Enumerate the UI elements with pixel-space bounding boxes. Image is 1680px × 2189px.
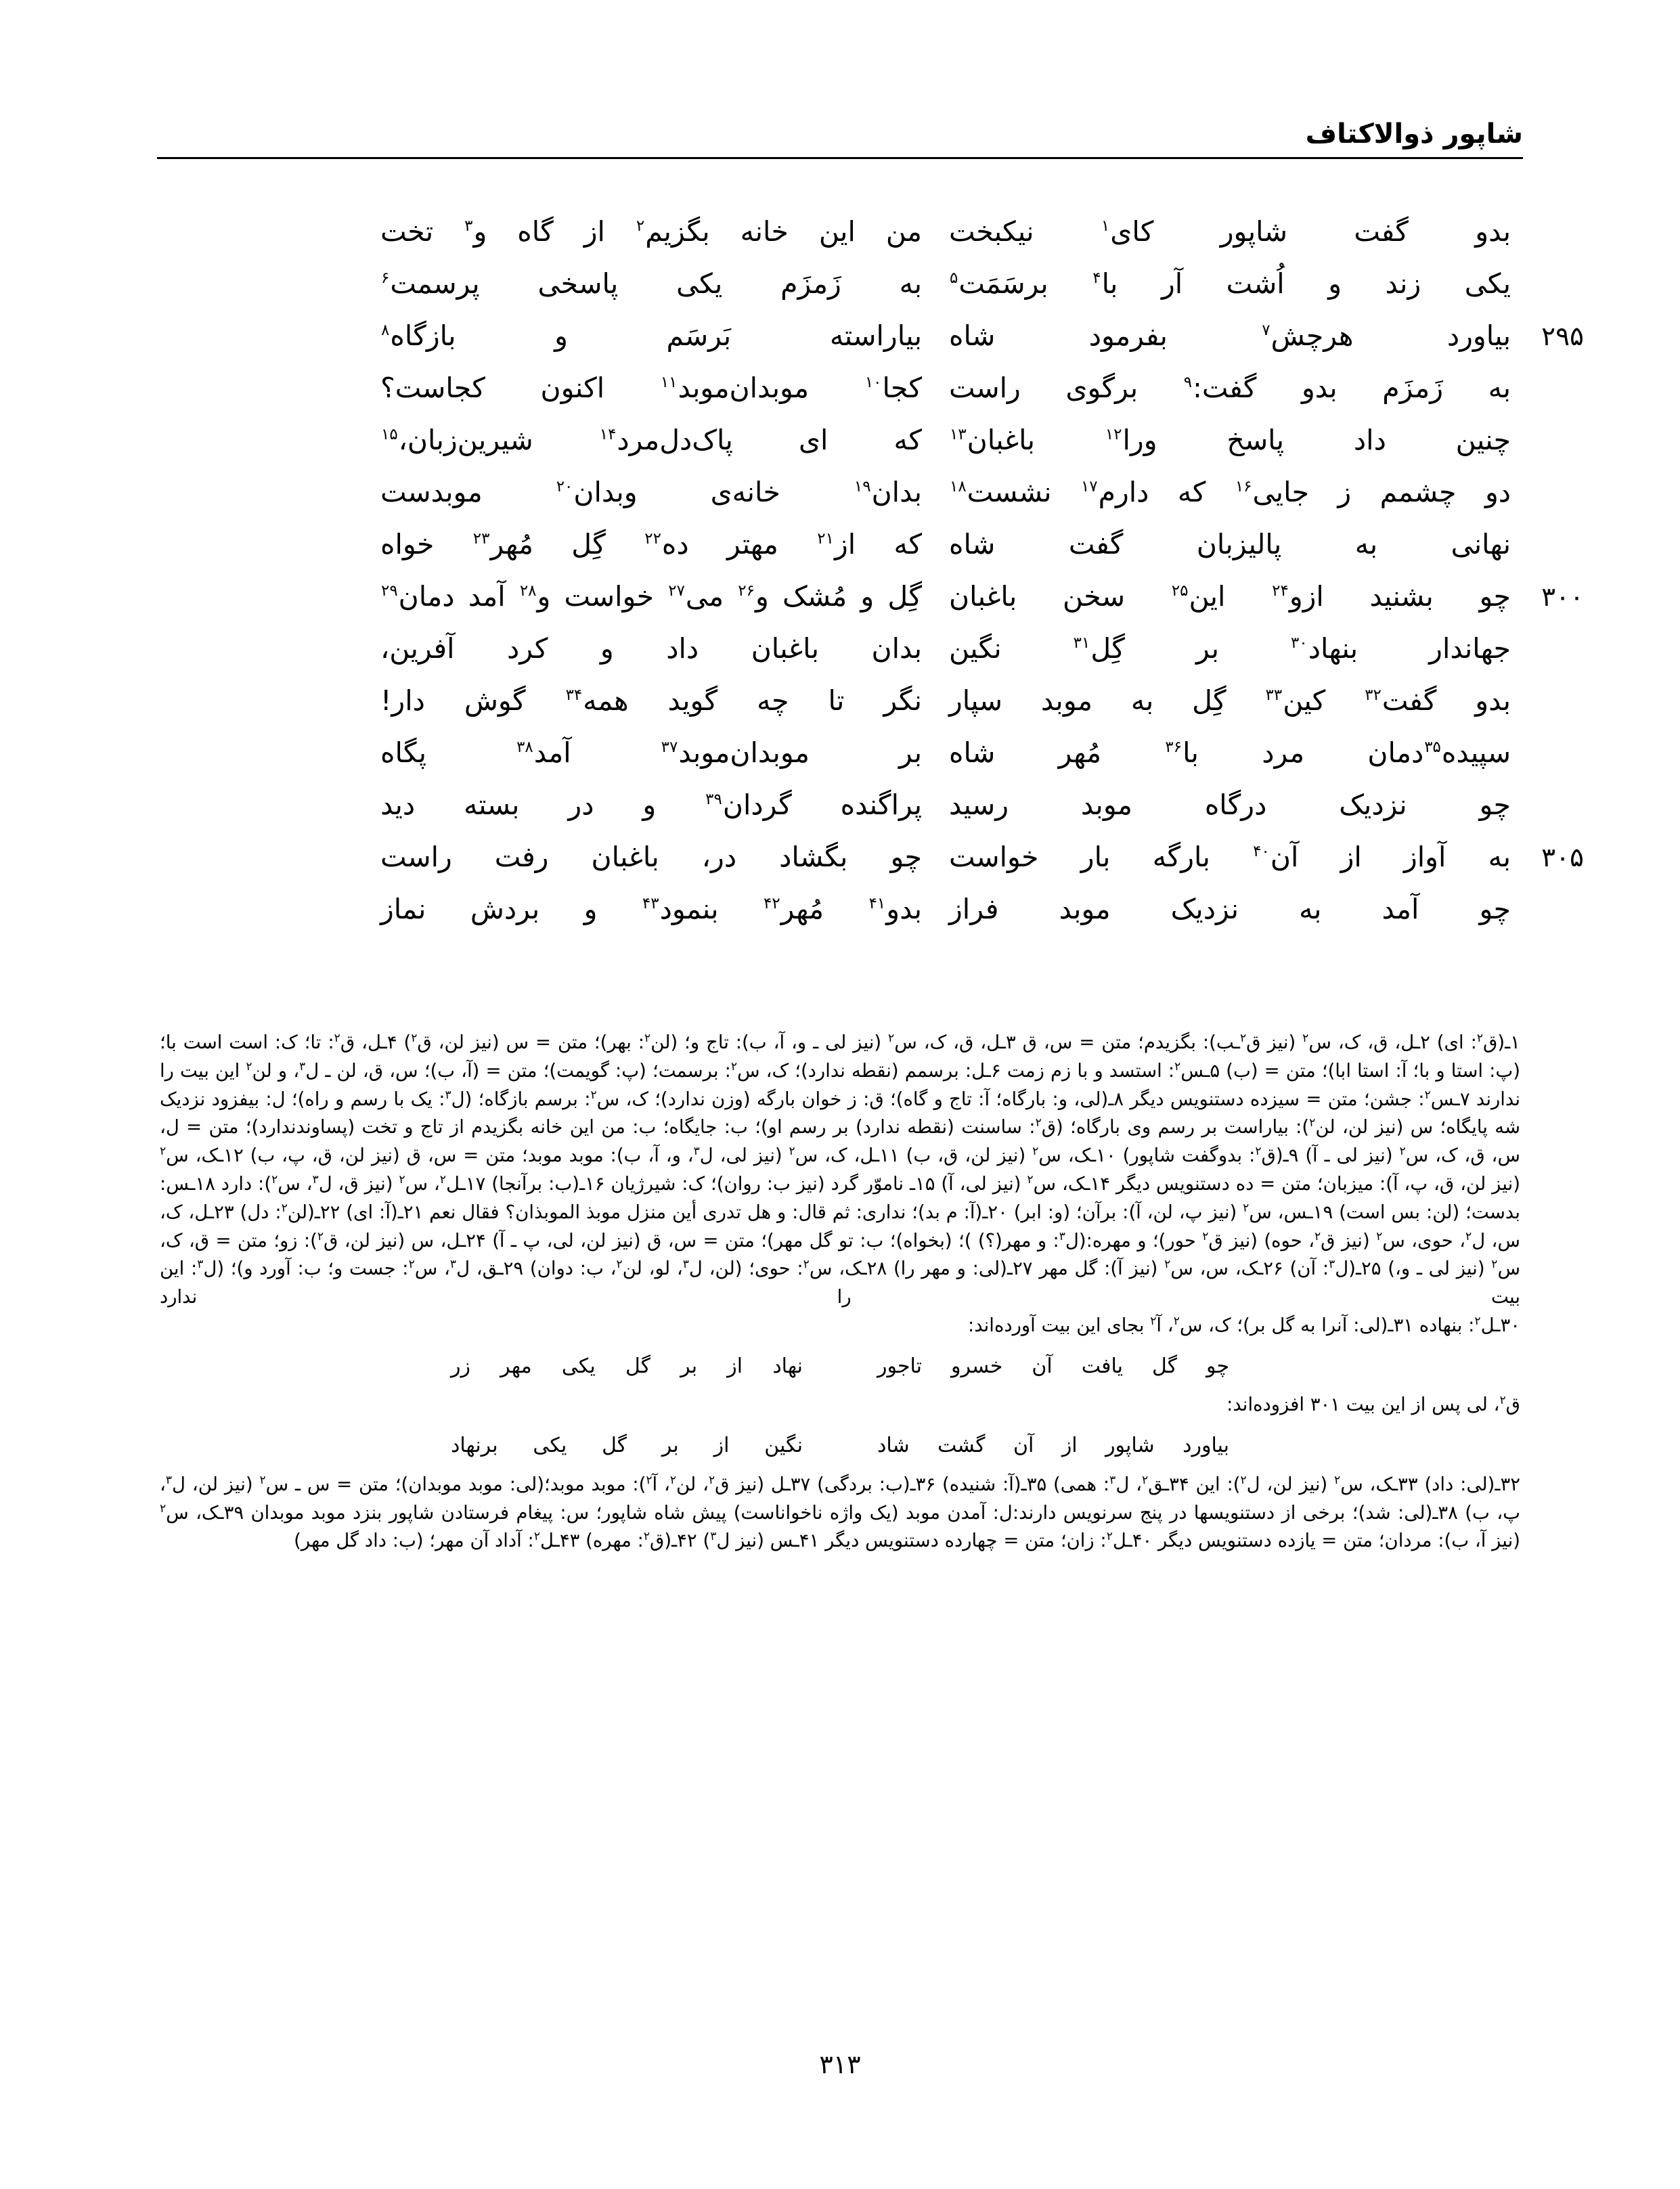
hemistich-first bbox=[922, 791, 1511, 819]
hemistich-text: بیاراسته بَرسَم و بازگاه$^۸$ bbox=[381, 319, 922, 352]
hemistich-text: بدان$^{۱۹}$ خانه‌ی وبدان$^{۲۰}$ موبدست bbox=[380, 476, 922, 508]
verse-row bbox=[169, 580, 1584, 635]
hemistich-text: بر موبدان‌موبد$^{۳۷}$ آمد$^{۳۸}$ پگاه bbox=[380, 736, 923, 769]
hemistich-first bbox=[922, 528, 1511, 560]
hemistich-text: به آواز از آن$^{۴۰}$ بارگه بار خواست bbox=[949, 841, 1511, 873]
verse-row bbox=[169, 684, 1511, 739]
hemistich-second bbox=[380, 736, 923, 769]
hemistich-second bbox=[380, 267, 922, 300]
apparatus-note: ۳۲ـ(لی: داد) ۳۳ـک، س$^۲$ (نیز لن، ل$^۲$): این ۳۴ـق$^۲$، ل$^۳$: همی) ۳۵ـ(آ: شنیده) ۳۶ـ(ب: بردگی) ۳۷ـل (نیز ق$^۲$، لن$^۲$، آ$^۲$): موبد موبد؛(لی: موبد موبدان)؛ متن = س ـ س$^۲$ (نیز لن، ل$^۳$، پ، ب) ۳۸ـ(لی: شد)؛ برخی از دستنویسها در پنج سرنویس دارند:ل: آمدن موبد (یک واژه ناخواناست) پیش شاه شاپور؛ س: پیغام فرستادن شاپور بنزد موبد موبدان ۳۹ـک، س$^۲$ (نیز آ، ب): مردان؛ متن = یازده دستنویس دیگر ۴۰ـل$^۲$: زان؛ متن = چهارده دستنویس دیگر ۴۱ـس (نیز ل$^۳$) ۴۲ـ(ق$^۲$: مهره) ۴۳ـل$^۲$: آداد آن مهر؛ (ب: داد گل مهر) bbox=[160, 1473, 1520, 1552]
hemistich-second bbox=[380, 684, 922, 717]
verse-row bbox=[169, 267, 1511, 322]
hemistich-text: چو آمد به نزدیک موبد فراز bbox=[949, 893, 1511, 925]
verse-row bbox=[169, 215, 1511, 270]
hemistich-text: چو بشنید ازو$^{۲۴}$ این$^{۲۵}$ سخن باغبان bbox=[949, 580, 1511, 613]
hemistich-text: بدو گفت شاپور کای$^۱$ نیکبخت bbox=[949, 215, 1511, 248]
verse-row bbox=[169, 528, 1511, 583]
hemistich-second: نگین از بر گل یکی برنهاد bbox=[451, 1434, 803, 1458]
hemistich-second bbox=[380, 893, 922, 925]
hemistich-second bbox=[380, 476, 922, 508]
inserted-couplet bbox=[160, 1351, 1520, 1382]
verse-number: ۲۹۵ bbox=[1541, 322, 1584, 352]
hemistich-text: که ای پاک‌دل‌مرد$^{۱۴}$ شیرین‌زبان،$^{۱۵}$ bbox=[381, 424, 922, 456]
hemistich-text: بدو گفت$^{۳۲}$ کین$^{۳۳}$ گِل به موبد سپار bbox=[949, 684, 1511, 717]
hemistich-text: که از$^{۲۱}$ مهتر ده$^{۲۲}$ گِل مُهر$^{۲۳}$ خواه bbox=[380, 528, 922, 560]
inserted-couplet bbox=[160, 1430, 1520, 1461]
verse-row bbox=[169, 632, 1511, 687]
apparatus-note: ق$^۲$، لی پس از این بیت ۳۰۱ افزوده‌اند: bbox=[1226, 1394, 1520, 1416]
verse-number: ۳۰۵ bbox=[1541, 843, 1584, 873]
header-divider bbox=[157, 157, 1523, 159]
hemistich-first bbox=[922, 374, 1511, 402]
hemistich-first bbox=[922, 319, 1584, 352]
hemistich-first bbox=[922, 893, 1511, 925]
verse-row bbox=[169, 426, 1511, 479]
verse-number: ۳۰۰ bbox=[1541, 582, 1584, 613]
folio-number: ۳۱۳ bbox=[819, 2050, 861, 2079]
hemistich-text: سپیده$^{۳۵}$دمان مرد با$^{۳۶}$ مُهر شاه bbox=[949, 736, 1511, 769]
verse-row bbox=[169, 893, 1511, 948]
hemistich-second bbox=[380, 632, 922, 665]
hemistich-first: چو گل یافت آن خسرو تاجور bbox=[877, 1354, 1229, 1378]
hemistich-first bbox=[922, 267, 1511, 300]
hemistich-text: یکی زند و اُشت آر با$^۴$ برسَمَت$^۵$ bbox=[950, 267, 1511, 300]
hemistich-second bbox=[380, 374, 922, 402]
hemistich-first bbox=[922, 684, 1511, 717]
verse-row bbox=[169, 476, 1511, 531]
hemistich-text: چو نزدیک درگاه موبد رسید bbox=[949, 789, 1511, 821]
hemistich-text: چنین داد پاسخ ورا$^{۱۲}$ باغبان$^{۱۳}$ bbox=[950, 424, 1511, 456]
hemistich-first bbox=[922, 580, 1584, 613]
hemistich-text: نگر تا چه گوید همه$^{۳۴}$ گوش دار! bbox=[380, 684, 922, 717]
hemistich-second: نهاد از بر گل یکی مهر زر bbox=[451, 1354, 803, 1378]
hemistich-text: گِل و مُشک و$^{۲۶}$ می$^{۲۷}$ خواست و$^{۲۸}$ آمد دمان$^{۲۹}$ bbox=[381, 580, 923, 613]
hemistich-second bbox=[380, 791, 922, 819]
hemistich-first bbox=[922, 632, 1511, 665]
hemistich-text: به زَمزَم بدو گفت:$^۹$ برگوی راست bbox=[949, 372, 1511, 404]
hemistich-first bbox=[922, 476, 1511, 508]
verse-row bbox=[169, 374, 1511, 426]
apparatus-note: ۱ـ(ق$^۲$: ای) ۲ـل، ق، ک، س$^۲$ (نیز ق$^۲$ـب): بگزیدم؛ متن = س، ق ۳ـل، ق، ک، س$^۲$ (نیز لی ـ و، آ، ب): تاج و؛ (لن$^۲$: بهر)؛ متن = س (نیز لن، ق$^۲$) ۴ـل، ق$^۲$: تا؛ ک: است است با؛ (پ: استا و با؛ آ: استا ابا)؛ متن = (ب) ۵ـس$^۲$: استسد و با زم زمت ۶ـل: برسمم (نقطه ندارد)؛ ک، س$^۲$: برسمت؛ (پ: گویمت)؛ متن = (آ، ب)؛ س، ق، لن ـ ل$^۳$، و لن$^۲$ این بیت را ندارند ۷ـس$^۲$: جشن؛ متن = سیزده دستنویس دیگر ۸ـ(لی، و: بارگاه؛ آ: تاج و گاه)؛ ق: ز خوان بارگه (وزن ندارد)؛ ک، س$^۲$: برسم بازگاه؛ (ل$^۳$: یک با رسم و راه)؛ ل: بیفزود نزدیک شه پایگاه؛ س (نیز لن، لن$^۲$): بیاراست بر رسم وی بارگاه؛ (ق$^۲$: ساسنت (نقطه ندارد) بر رسم او)؛ ب: جایگاه؛ ب: من این خانه بگزیدم از تاج و تخت (پساوندندارد)؛ متن = ل، س، ق، ک، س$^۲$ (نیز لی ـ آ) ۹ـ(ق$^۲$: بدوگفت شاپور) ۱۰ـک، س$^۲$ (نیز لن، ق، ب) ۱۱ـل، ک، س$^۲$ (نیز لی، ل$^۳$، و، آ، ب): موبد موبد؛ متن = س، ق (نیز لن، ق، پ، ب) ۱۲ـک، س$^۲$ (نیز لن، ق، پ، آ): میزبان؛ متن = ده دستنویس دیگر ۱۴ـک، س$^۲$ (نیز لی، آ) ۱۵ـ ناموّر گرد (نیز ب: روان)؛ ک: شیرژیان ۱۶ـ(ب: برآنجا) ۱۷ـل$^۲$، س$^۲$ (نیز ق، ل$^۳$، س$^۲$): دارد ۱۸ـس: بدست؛ (لن: بس است) ۱۹ـس، س$^۲$ (نیز پ، لن، آ): برآن؛ (و: ابر) ۲۰ـ(آ: م بد)؛ ندارى: ثم قال: و هل تدرى أين منزل موبذ الموبذان؟ فقال نعم ۲۱ـ(آ: ای) ۲۲ـ(لن$^۲$: دل) ۲۳ـل، ک، س، ل$^۲$، حوی، س$^۲$ (نیز ق$^۲$، حوه) (نیز ق$^۲$ حور)؛ و مهره:(ل$^۳$: و مهر(؟) )؛ (بخواه)؛ ب: تو گل مهر)؛ متن = س، ق (نیز لن، لی، پ ـ آ) ۲۴ـل، س (نیز لن، ق$^۲$): زو؛ متن = ق، ک، س$^۲$ (نیز لی ـ و،) ۲۵ـ(ل$^۳$: آن) ۲۶ـک، س، س$^۲$ (نیز آ): گل مهر ۲۷ـ(لی: و مهر را) ۲۸ـک، س$^۲$: حوی؛ (لن، ل$^۳$، لو، لن$^۲$، ب: دوان) ۲۹ـق، ل$^۳$، س$^۲$: جست و؛ ب: آورد و)؛ (ل$^۳$: این بیت را ندارد bbox=[160, 1031, 1521, 1308]
hemistich-text: من این خانه بگزیم$^۲$ از گاه و$^۳$ تخت bbox=[380, 215, 922, 248]
hemistich-second bbox=[380, 843, 922, 871]
hemistich-text: چو بگشاد در، باغبان رفت راست bbox=[380, 841, 922, 873]
hemistich-text: بدو$^{۴۱}$ مُهر$^{۴۲}$ بنمود$^{۴۳}$ و بردش نماز bbox=[380, 893, 922, 925]
verse-row bbox=[169, 736, 1511, 791]
apparatus-note: ۳۰ـل$^۲$: بنهاده ۳۱ـ(لی: آنرا به گل بر)؛ ک، س$^۲$، آ$^۲$ بجای این بیت آورده‌اند: bbox=[967, 1314, 1520, 1336]
hemistich-second bbox=[380, 215, 922, 248]
hemistich-second bbox=[380, 319, 922, 352]
critical-apparatus bbox=[160, 1029, 1520, 1555]
hemistich-text: کجا$^{۱۰}$ موبدان‌موبد$^{۱۱}$ اکنون کجاست؟ bbox=[380, 372, 922, 404]
hemistich-second bbox=[380, 580, 923, 613]
hemistich-first bbox=[922, 215, 1511, 248]
verse-row bbox=[169, 841, 1584, 896]
verse-row bbox=[169, 791, 1511, 843]
hemistich-text: به زَمزَم یکی پاسخی پرسمت$^۶$ bbox=[381, 267, 922, 300]
header-title: شاپور ذوالاکتاف bbox=[1305, 118, 1523, 150]
hemistich-text: جهاندار بنهاد$^{۳۰}$ بر گِل$^{۳۱}$ نگین bbox=[949, 632, 1511, 665]
hemistich-first bbox=[922, 841, 1584, 873]
hemistich-first bbox=[922, 426, 1511, 454]
hemistich-second bbox=[380, 528, 922, 560]
verse-block bbox=[169, 215, 1584, 948]
hemistich-text: بدان باغبان داد و کرد آفرین، bbox=[380, 632, 922, 665]
running-header bbox=[157, 119, 1523, 159]
verse-row bbox=[169, 319, 1584, 374]
hemistich-text: نهانی به پالیزبان گفت شاه bbox=[949, 528, 1511, 560]
hemistich-first bbox=[922, 736, 1511, 769]
hemistich-text: پراگنده گردان$^{۳۹}$ و در بسته دید bbox=[380, 789, 922, 821]
hemistich-second bbox=[380, 426, 922, 454]
hemistich-text: دو چشمم ز جایی$^{۱۶}$ که دارم$^{۱۷}$ نشست$^{۱۸}$ bbox=[950, 476, 1511, 508]
hemistich-text: بیاورد هرچش$^۷$ بفرمود شاه bbox=[949, 319, 1511, 352]
hemistich-first: بیاورد شاپور از آن گشت شاد bbox=[877, 1434, 1229, 1458]
